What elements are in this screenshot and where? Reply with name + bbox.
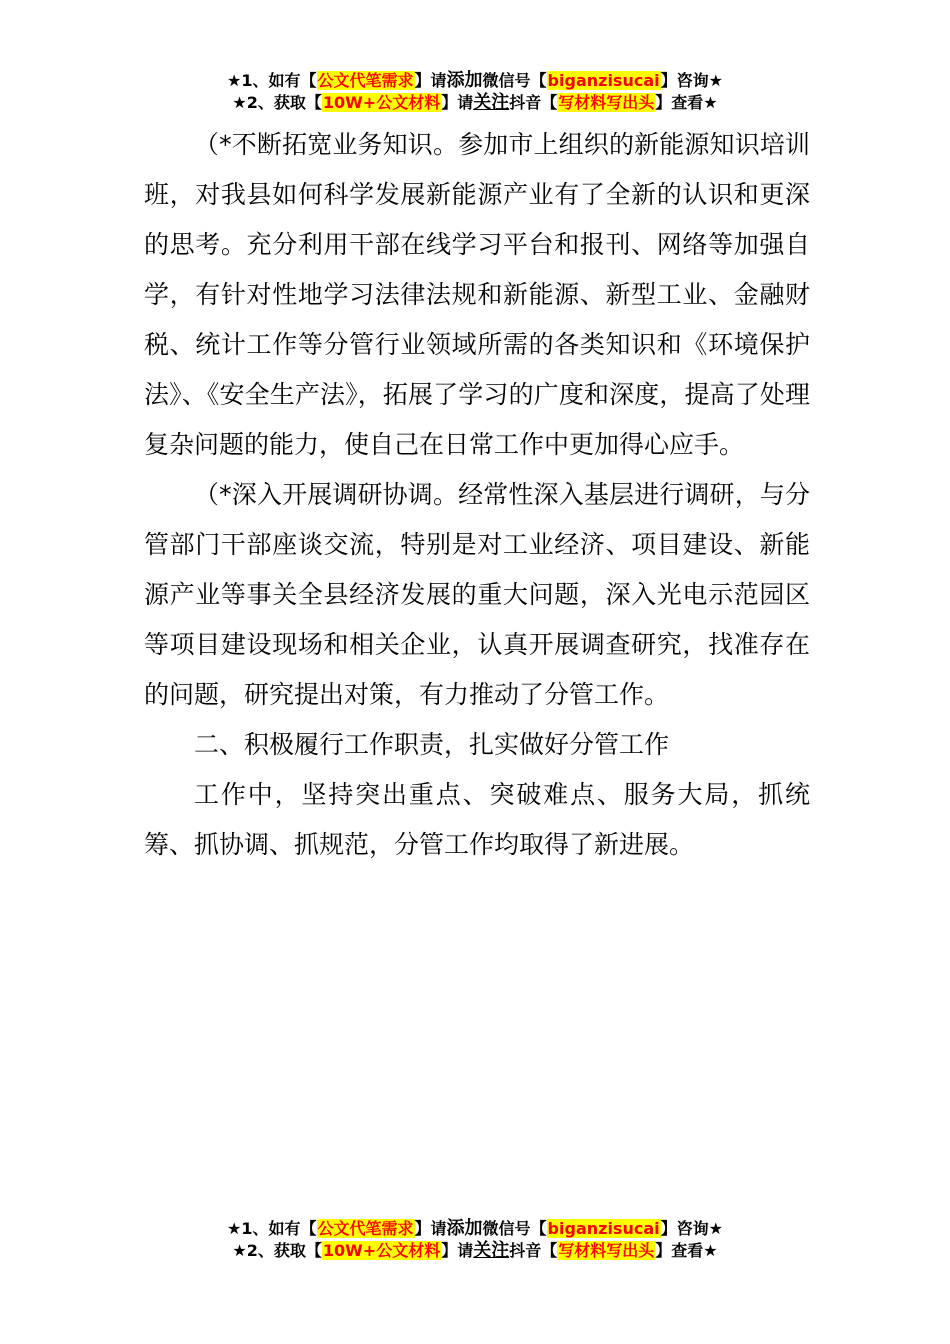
banner-highlight: 写材料写出头 <box>558 93 655 112</box>
paragraph: （*不断拓宽业务知识。参加市上组织的新能源知识培训班，对我县如何科学发展新能源产业有了全新的认识和更深的思考。充分利用干部在线学习平台和报刊、网络等加强自学，有针对性地学习法律法规和新能源、新型工业、金融财税、统计工作等分管行业领域所需的各类知识和《环境保护法》、《安全生产法》，拓展了学习的广度和深度，提高了处理复杂问题的能力，使自己在日常工作中更加得心应手。 <box>144 130 810 459</box>
banner-highlight: biganzisucai <box>547 71 660 90</box>
banner-line-1: ★1、如有【公文代笔需求】请添加微信号【biganzisucai】咨询★ <box>227 1218 723 1239</box>
paragraph: 工作中，坚持突出重点、突破难点、服务大局，抓统筹、抓协调、抓规范，分管工作均取得了新进展。 <box>144 780 810 859</box>
footer-banner <box>0 1218 950 1262</box>
banner-highlight: 公文代笔需求 <box>317 71 414 90</box>
banner-highlight: 写材料写出头 <box>558 1241 655 1260</box>
banner-highlight: 10W+公文材料 <box>322 1241 441 1260</box>
banner-highlight: biganzisucai <box>547 1219 660 1238</box>
banner-highlight: 公文代笔需求 <box>317 1219 414 1238</box>
document-body <box>144 120 810 870</box>
paragraph: （*深入开展调研协调。经常性深入基层进行调研，与分管部门干部座谈交流，特别是对工业经济、项目建设、新能源产业等事关全县经济发展的重大问题，深入光电示范园区等项目建设现场和相关企业，认真开展调查研究，找准存在的问题，研究提出对策，有力推动了分管工作。 <box>144 480 810 709</box>
header-banner <box>0 70 950 114</box>
section-heading: 二、积极履行工作职责，扎实做好分管工作 <box>194 730 670 759</box>
banner-highlight: 10W+公文材料 <box>322 93 441 112</box>
banner-line-2: ★2、获取【10W+公文材料】请关注抖音【写材料写出头】查看★ <box>232 1240 718 1261</box>
banner-line-1: ★1、如有【公文代笔需求】请添加微信号【biganzisucai】咨询★ <box>227 70 723 91</box>
banner-line-2: ★2、获取【10W+公文材料】请关注抖音【写材料写出头】查看★ <box>232 92 718 113</box>
